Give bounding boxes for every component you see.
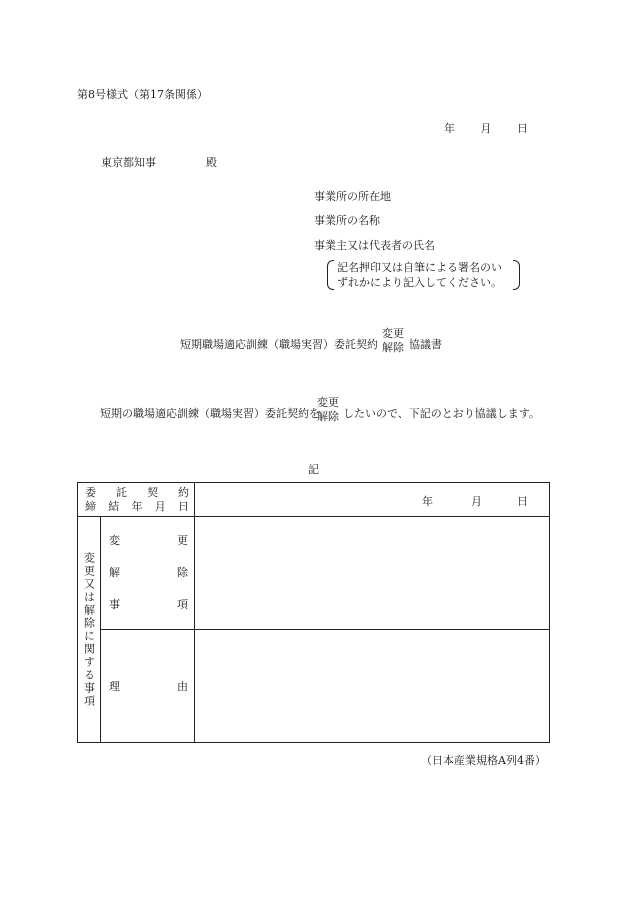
reason-label-cell — [101, 630, 195, 743]
date-day: 日 — [517, 122, 528, 135]
contract-date-value-cell[interactable] — [195, 483, 550, 517]
title-option-change: 変更 — [382, 327, 404, 340]
reason-value-cell[interactable] — [195, 630, 550, 743]
title-suffix: 協議書 — [409, 338, 442, 351]
date-month: 月 — [480, 122, 492, 135]
date-year: 年 — [444, 122, 455, 135]
contract-date-label-cell — [78, 483, 195, 517]
matters-label-cancel: 解 除 — [109, 566, 188, 579]
form-number: 第8号様式（第17条関係） — [77, 88, 208, 101]
body-options — [317, 396, 339, 424]
matters-label-change: 変 更 — [109, 534, 188, 547]
contract-date-label-line1: 委 託 契 約 — [85, 485, 189, 499]
body-option-cancel: 解除 — [317, 410, 339, 423]
addressee-honorific: 殿 — [206, 156, 217, 169]
document-title: 短期職場適応訓練（職場実習）委託契約 — [180, 338, 378, 351]
date-line — [444, 120, 528, 136]
body-text: 短期の職場適応訓練（職場実習）委託契約を — [100, 407, 320, 420]
note-bracket-right — [513, 260, 520, 290]
side-label: 変更又は解除に関する事項 — [82, 551, 96, 708]
side-label-cell — [78, 517, 101, 743]
contract-date-year: 年 — [422, 495, 433, 508]
matters-label-items: 事 項 — [109, 598, 188, 611]
office-name-label: 事業所の名称 — [314, 214, 380, 227]
ki-heading: 記 — [308, 463, 319, 476]
contract-date-label-line2: 締 結 年 月 日 — [85, 499, 189, 513]
addressee-name: 東京都知事 — [101, 156, 156, 169]
note-bracket-left — [327, 260, 334, 290]
representative-label: 事業主又は代表者の氏名 — [314, 239, 435, 252]
contract-date-month: 月 — [471, 495, 482, 508]
signature-note-line2: ずれかにより記入してください。 — [337, 276, 502, 289]
record-table — [77, 482, 550, 743]
paper-standard-note: （日本産業規格A列4番） — [421, 754, 546, 767]
reason-label: 理 由 — [109, 680, 188, 693]
matters-value-cell[interactable] — [195, 517, 550, 630]
body-text-suffix: したいので、下記のとおり協議します。 — [343, 407, 540, 420]
title-options — [382, 327, 404, 355]
matters-label-cell — [101, 517, 195, 630]
title-option-cancel: 解除 — [382, 341, 404, 354]
body-option-change: 変更 — [317, 396, 339, 409]
signature-note-line1: 記名押印又は自筆による署名のい — [337, 261, 502, 274]
office-address-label: 事業所の所在地 — [314, 190, 391, 203]
contract-date-day: 日 — [517, 495, 528, 508]
